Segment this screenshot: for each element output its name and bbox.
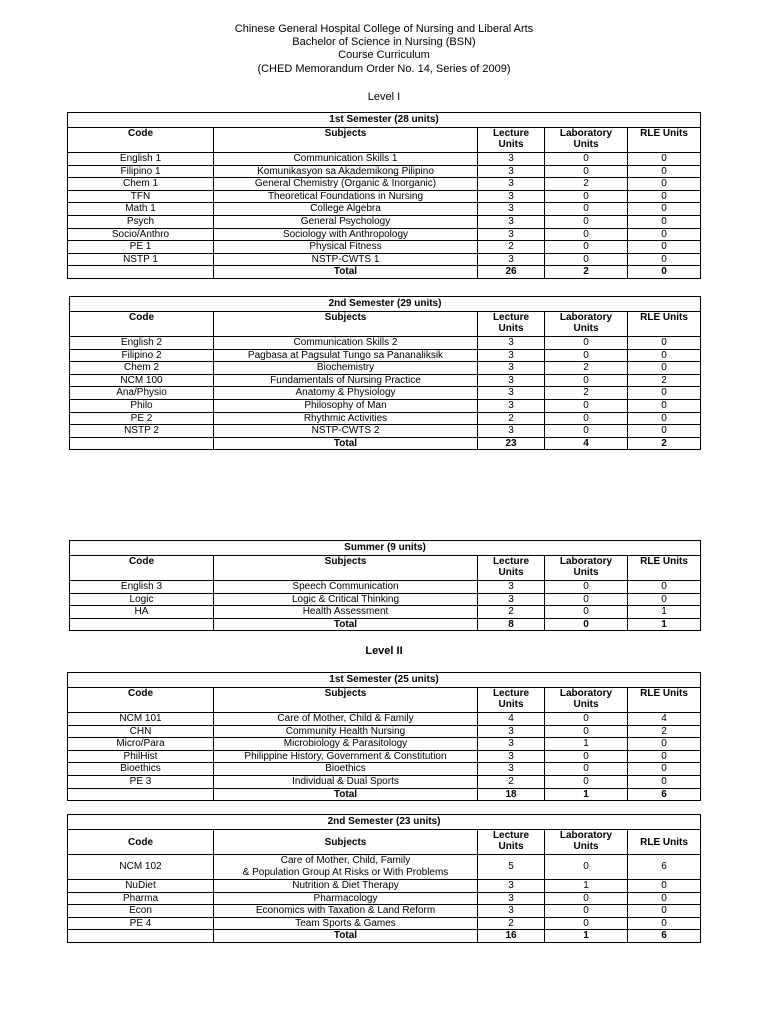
cell-lecture: 2 [478, 241, 545, 254]
table-row [68, 228, 701, 241]
col-code: Code [70, 556, 214, 581]
cell-code: CHN [68, 725, 214, 738]
col-code: Code [70, 312, 214, 337]
total-row [68, 266, 701, 279]
college-name: Chinese General Hospital College of Nursing and Liberal Arts [234, 23, 534, 35]
cell-lecture: 3 [478, 905, 545, 918]
cell-code: NCM 100 [70, 374, 214, 387]
cell-lab: 0 [545, 399, 628, 412]
cell-lecture: 3 [478, 153, 545, 166]
cell-code: PE 2 [70, 412, 214, 425]
cell-subject: Total [214, 930, 478, 943]
cell-lecture: 3 [478, 215, 545, 228]
memo-reference: (CHED Memorandum Order No. 14, Series of 2009) [257, 62, 511, 75]
total-row [70, 618, 701, 631]
cell-rle: 4 [628, 713, 701, 726]
col-rle: RLE Units [640, 128, 688, 139]
cell-lecture: 3 [478, 738, 545, 751]
cell-lab: 0 [545, 917, 628, 930]
col-rle: RLE Units [640, 556, 688, 567]
cell-code: Filipino 1 [68, 165, 214, 178]
cell-code: PE 4 [68, 917, 214, 930]
cell-lecture: 8 [478, 618, 545, 631]
cell-code: Bioethics [68, 763, 214, 776]
cell-code: NSTP 1 [68, 253, 214, 266]
cell-code: Chem 2 [70, 362, 214, 375]
cell-subject: Biochemistry [214, 362, 478, 375]
table-row [68, 775, 701, 788]
col-rle: RLE Units [640, 836, 688, 848]
cell-lecture: 3 [478, 425, 545, 438]
cell-code: Math 1 [68, 203, 214, 216]
cell-code: Ana/Physio [70, 387, 214, 400]
cell-lab: 0 [545, 412, 628, 425]
cell-lecture: 3 [478, 399, 545, 412]
cell-lab: 0 [545, 425, 628, 438]
cell-subject: NSTP-CWTS 2 [214, 425, 478, 438]
table-row [68, 241, 701, 254]
cell-subject: Physical Fitness [214, 241, 478, 254]
col-subjects: Subjects [214, 830, 478, 855]
cell-lab: 0 [545, 153, 628, 166]
total-row [68, 788, 701, 801]
cell-rle: 0 [628, 750, 701, 763]
cell-subject: NSTP-CWTS 1 [214, 253, 478, 266]
cell-lecture: 3 [478, 165, 545, 178]
table-row [70, 399, 701, 412]
cell-subject: General Chemistry (Organic & Inorganic) [214, 178, 478, 191]
table-row [68, 880, 701, 893]
cell-lab: 2 [545, 178, 628, 191]
cell-lab: 0 [545, 374, 628, 387]
level-2-title: Level II [365, 645, 403, 657]
document-header [0, 23, 768, 76]
program-name: Bachelor of Science in Nursing (BSN) [292, 36, 476, 49]
cell-rle: 0 [628, 241, 701, 254]
cell-code: HA [70, 606, 214, 619]
table-row [68, 763, 701, 776]
cell-subject: Komunikasyon sa Akademikong Pilipino [214, 165, 478, 178]
cell-rle: 0 [628, 178, 701, 191]
cell-code [68, 266, 214, 279]
cell-rle: 0 [628, 412, 701, 425]
cell-rle: 6 [661, 930, 667, 942]
cell-rle: 2 [628, 374, 701, 387]
cell-code: PE 1 [68, 241, 214, 254]
cell-rle: 0 [628, 387, 701, 400]
cell-lab: 2 [545, 266, 628, 279]
cell-rle: 0 [628, 905, 701, 918]
cell-code: NCM 102 [68, 855, 214, 880]
cell-rle: 6 [628, 855, 701, 880]
cell-rle: 0 [661, 266, 667, 278]
cell-lecture: 2 [478, 775, 545, 788]
cell-code: PE 3 [68, 775, 214, 788]
cell-lab: 1 [545, 930, 628, 943]
table-row [70, 387, 701, 400]
cell-code: English 2 [70, 337, 214, 350]
cell-subject: Speech Communication [214, 581, 478, 594]
cell-subject: College Algebra [214, 203, 478, 216]
table-row [68, 855, 701, 880]
cell-lab: 0 [545, 337, 628, 350]
cell-lecture: 3 [478, 253, 545, 266]
col-lab: Laboratory Units [545, 312, 628, 337]
cell-lab: 0 [545, 855, 628, 880]
table-row [68, 215, 701, 228]
table-row [68, 178, 701, 191]
cell-rle: 2 [661, 437, 667, 449]
cell-rle: 0 [628, 880, 701, 893]
cell-subject: Total [214, 437, 478, 450]
cell-lecture: 3 [478, 593, 545, 606]
cell-code [68, 788, 214, 801]
cell-lecture: 3 [478, 725, 545, 738]
cell-lecture: 16 [478, 930, 545, 943]
col-lecture: Lecture Units [478, 312, 545, 337]
cell-lab: 0 [545, 750, 628, 763]
cell-code: TFN [68, 190, 214, 203]
cell-lab: 0 [545, 228, 628, 241]
col-rle: RLE Units [640, 312, 688, 323]
cell-subject: Pharmacology [214, 892, 478, 905]
cell-code: Chem 1 [68, 178, 214, 191]
table-row [68, 203, 701, 216]
cell-lab: 0 [545, 618, 628, 631]
cell-rle: 0 [628, 203, 701, 216]
cell-lecture: 3 [478, 337, 545, 350]
cell-subject: Philippine History, Government & Constitution [214, 750, 478, 763]
cell-code: Filipino 2 [70, 349, 214, 362]
cell-subject: Care of Mother, Child & Family [214, 713, 478, 726]
cell-subject: Philosophy of Man [214, 399, 478, 412]
cell-rle: 0 [628, 775, 701, 788]
cell-lab: 0 [545, 593, 628, 606]
cell-code: English 1 [68, 153, 214, 166]
col-lab: Laboratory Units [545, 688, 628, 713]
cell-lab: 0 [545, 892, 628, 905]
table-title: 1st Semester (28 units) [68, 113, 701, 128]
col-subjects: Subjects [214, 688, 478, 713]
cell-subject: Sociology with Anthropology [214, 228, 478, 241]
cell-lecture: 4 [478, 713, 545, 726]
cell-rle: 0 [628, 153, 701, 166]
cell-lab: 1 [545, 788, 628, 801]
cell-rle: 0 [628, 228, 701, 241]
cell-lab: 1 [545, 880, 628, 893]
cell-code [70, 618, 214, 631]
cell-subject: Health Assessment [214, 606, 478, 619]
table-title: 1st Semester (25 units) [68, 673, 701, 688]
cell-lab: 0 [545, 253, 628, 266]
cell-lecture: 3 [478, 892, 545, 905]
table-row [68, 905, 701, 918]
cell-lab: 0 [545, 905, 628, 918]
cell-subject: Community Health Nursing [214, 725, 478, 738]
cell-lecture: 2 [478, 412, 545, 425]
table-row [68, 713, 701, 726]
cell-lab: 0 [545, 581, 628, 594]
cell-lecture: 3 [478, 228, 545, 241]
col-subjects: Subjects [214, 312, 478, 337]
cell-lecture: 18 [478, 788, 545, 801]
cell-subject: Pagbasa at Pagsulat Tungo sa Pananaliksik [214, 349, 478, 362]
cell-rle: 0 [628, 337, 701, 350]
cell-lecture: 3 [478, 203, 545, 216]
cell-code: NCM 101 [68, 713, 214, 726]
cell-lecture: 26 [478, 266, 545, 279]
cell-subject: Individual & Dual Sports [214, 775, 478, 788]
cell-lab: 0 [545, 215, 628, 228]
table-row [68, 725, 701, 738]
level-1-title: Level I [367, 91, 401, 103]
table-row [68, 253, 701, 266]
col-code: Code [68, 128, 214, 153]
total-row [68, 930, 701, 943]
cell-subject: Nutrition & Diet Therapy [214, 880, 478, 893]
cell-lecture: 23 [478, 437, 545, 450]
table-row [68, 750, 701, 763]
cell-subject: Communication Skills 1 [214, 153, 478, 166]
cell-code: Socio/Anthro [68, 228, 214, 241]
cell-rle: 0 [628, 581, 701, 594]
cell-subject: Communication Skills 2 [214, 337, 478, 350]
cell-code: NSTP 2 [70, 425, 214, 438]
cell-subject: Microbiology & Parasitology [214, 738, 478, 751]
cell-lab: 2 [545, 387, 628, 400]
cell-lecture: 3 [478, 387, 545, 400]
table-row [68, 165, 701, 178]
table-row [70, 374, 701, 387]
table-row [70, 362, 701, 375]
cell-rle: 1 [661, 618, 667, 630]
level2-sem2-table [67, 814, 701, 943]
col-subjects: Subjects [214, 128, 478, 153]
table-row [68, 190, 701, 203]
cell-lab: 1 [545, 738, 628, 751]
cell-subject: Bioethics [214, 763, 478, 776]
col-lecture: Lecture Units [478, 688, 545, 713]
table-row [70, 412, 701, 425]
cell-code: English 3 [70, 581, 214, 594]
level2-sem1-table [67, 672, 701, 801]
cell-subject: Anatomy & Physiology [214, 387, 478, 400]
cell-lecture: 3 [478, 190, 545, 203]
cell-rle: 0 [628, 399, 701, 412]
cell-lab: 0 [545, 775, 628, 788]
cell-code: NuDiet [68, 880, 214, 893]
cell-subject: Logic & Critical Thinking [214, 593, 478, 606]
cell-rle: 0 [628, 738, 701, 751]
level1-sem1-table [67, 112, 701, 279]
table-row [70, 349, 701, 362]
col-lab: Laboratory Units [545, 830, 628, 855]
table-row [68, 917, 701, 930]
table-title: Summer (9 units) [70, 541, 701, 556]
cell-lab: 0 [545, 606, 628, 619]
cell-lecture: 2 [478, 606, 545, 619]
cell-code: Philo [70, 399, 214, 412]
cell-code: PhilHist [68, 750, 214, 763]
cell-subject: Total [214, 618, 478, 631]
cell-rle: 0 [628, 215, 701, 228]
col-lab: Laboratory Units [545, 128, 628, 153]
col-code: Code [68, 830, 214, 855]
col-rle: RLE Units [640, 688, 688, 699]
cell-code [68, 930, 214, 943]
cell-lab: 0 [545, 203, 628, 216]
cell-subject: Total [214, 266, 478, 279]
table-row [68, 738, 701, 751]
cell-code: Econ [68, 905, 214, 918]
cell-rle: 6 [661, 788, 667, 800]
cell-rle: 2 [628, 725, 701, 738]
total-row [70, 437, 701, 450]
cell-subject: Team Sports & Games [214, 917, 478, 930]
cell-rle: 0 [628, 349, 701, 362]
cell-subject: Fundamentals of Nursing Practice [214, 374, 478, 387]
cell-rle: 0 [628, 190, 701, 203]
cell-lecture: 3 [478, 763, 545, 776]
cell-lab: 2 [545, 362, 628, 375]
cell-code: Micro/Para [68, 738, 214, 751]
cell-lab: 0 [545, 713, 628, 726]
summer-table [69, 540, 701, 631]
doc-title: Course Curriculum [338, 49, 430, 62]
col-subjects: Subjects [214, 556, 478, 581]
cell-subject: Economics with Taxation & Land Reform [214, 905, 478, 918]
cell-rle: 0 [628, 892, 701, 905]
cell-rle: 1 [628, 606, 701, 619]
cell-rle: 0 [628, 425, 701, 438]
cell-rle: 0 [628, 763, 701, 776]
cell-rle: 0 [628, 917, 701, 930]
cell-lecture: 3 [478, 362, 545, 375]
table-row [70, 337, 701, 350]
cell-lecture: 3 [478, 178, 545, 191]
table-row [68, 153, 701, 166]
cell-lecture: 3 [478, 750, 545, 763]
table-title: 2nd Semester (23 units) [68, 815, 701, 830]
table-row [70, 593, 701, 606]
cell-lab: 4 [545, 437, 628, 450]
col-lecture: Lecture Units [478, 556, 545, 581]
cell-rle: 0 [628, 593, 701, 606]
cell-lab: 0 [545, 190, 628, 203]
cell-rle: 0 [628, 253, 701, 266]
cell-lab: 0 [545, 763, 628, 776]
col-lecture: Lecture Units [478, 830, 545, 855]
cell-subject: Total [214, 788, 478, 801]
col-lecture: Lecture Units [478, 128, 545, 153]
cell-lab: 0 [545, 165, 628, 178]
cell-lab: 0 [545, 725, 628, 738]
cell-lecture: 3 [478, 349, 545, 362]
table-row [70, 581, 701, 594]
cell-rle: 0 [628, 165, 701, 178]
cell-subject: Theoretical Foundations in Nursing [214, 190, 478, 203]
table-row [68, 892, 701, 905]
cell-subject: Rhythmic Activities [214, 412, 478, 425]
cell-code: Pharma [68, 892, 214, 905]
cell-lecture: 3 [478, 880, 545, 893]
cell-lab: 0 [545, 241, 628, 254]
cell-lecture: 3 [478, 374, 545, 387]
cell-lecture: 3 [478, 581, 545, 594]
col-lab: Laboratory Units [545, 556, 628, 581]
level1-sem2-table [69, 296, 701, 450]
cell-lecture: 5 [478, 855, 545, 880]
cell-lab: 0 [545, 349, 628, 362]
cell-code [70, 437, 214, 450]
cell-code: Psych [68, 215, 214, 228]
cell-subject: General Psychology [214, 215, 478, 228]
cell-rle: 0 [628, 362, 701, 375]
table-title: 2nd Semester (29 units) [70, 297, 701, 312]
cell-subject: Care of Mother, Child, Family & Population Group At Risks or With Problems [214, 855, 478, 880]
col-code: Code [68, 688, 214, 713]
table-row [70, 425, 701, 438]
cell-lecture: 2 [478, 917, 545, 930]
table-row [70, 606, 701, 619]
cell-code: Logic [70, 593, 214, 606]
